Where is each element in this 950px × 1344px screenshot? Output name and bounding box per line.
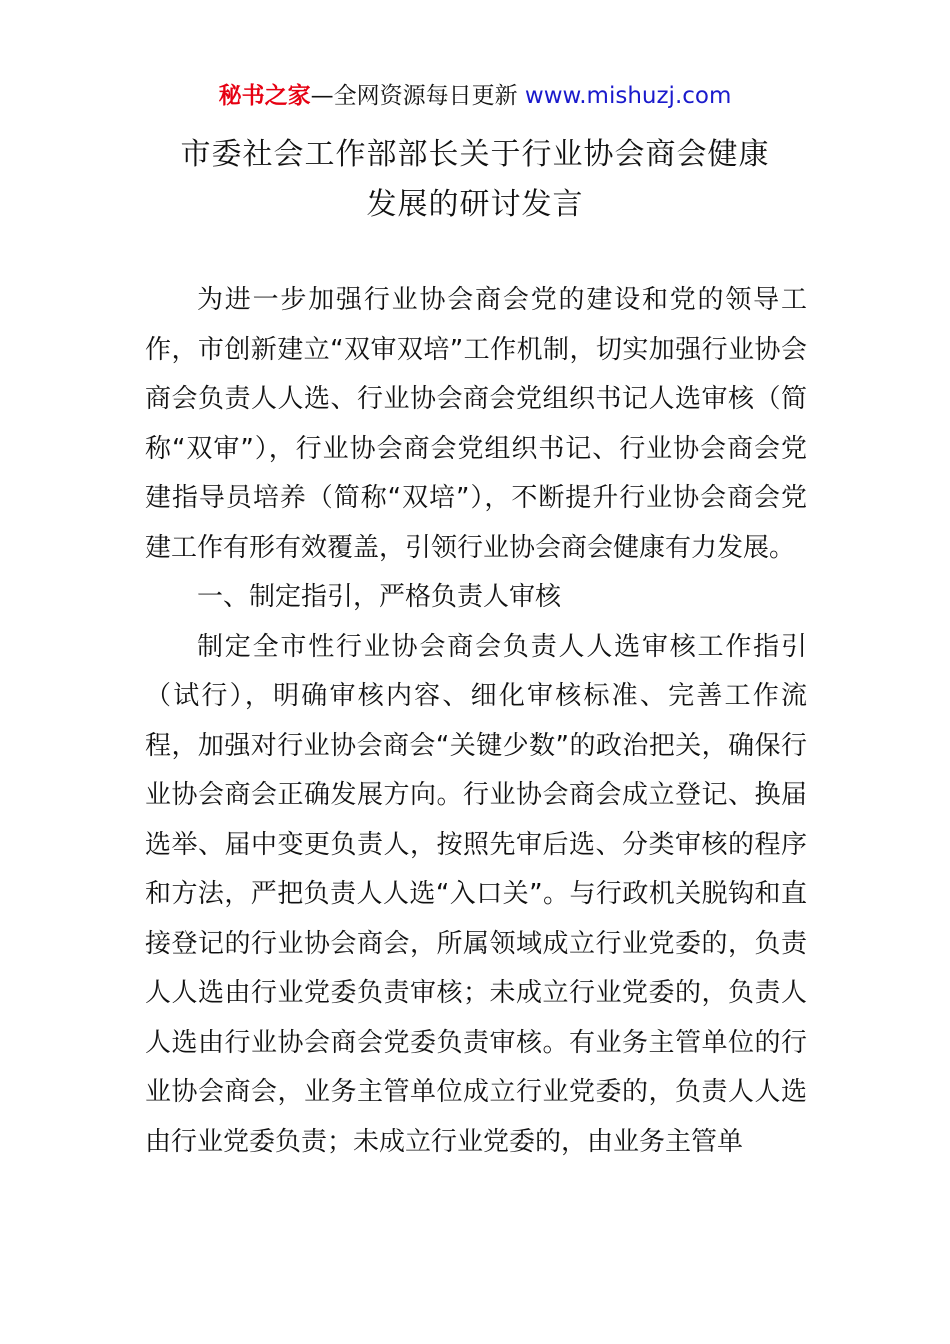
title-line-1: 市委社会工作部部长关于行业协会商会健康 (180, 137, 770, 172)
body-paragraph-section-1: 制定全市性行业协会商会负责人人选审核工作指引（试行），明确审核内容、细化审核标准、完善工作流程，加强对行业协会商会“关键少数”的政治把关，确保行业协会商会正确发展方向。行业协会商会成立登记、换届选举、届中变更负责人，按照先审后选、分类审核的程序和方法，严把负责人人选“入口关”。与行政机关脱钩和直接登记的行业协会商会，所属领域成立行业党委的，负责人人选由行业党委负责审核；未成立行业党委的，负责人人选由行业协会商会党委负责审核。有业务主管单位的行业协会商会，业务主管单位成立行业党委的，负责人人选由行业党委负责；未成立行业党委的，由业务主管单 (145, 631, 807, 1157)
site-url-link[interactable]: www.mishuzj.com (524, 83, 732, 109)
document-title (0, 130, 950, 230)
section-heading-1: 一、制定指引，严格负责人审核 (197, 582, 562, 612)
title-line-2: 发展的研讨发言 (366, 187, 584, 222)
header-tagline: —全网资源每日更新 (310, 83, 518, 109)
brand-name: 秘书之家 (218, 83, 311, 109)
body-paragraph-intro: 为进一步加强行业协会商会党的建设和党的领导工作，市创新建立“双审双培”工作机制，切实加强行业协会商会负责人人选、行业协会商会党组织书记人选审核（简称“双审”），行业协会商会党组织书记、行业协会商会党建指导员培养（简称“双培”），不断提升行业协会商会党建工作有形有效覆盖，引领行业协会商会健康有力发展。 (145, 285, 807, 563)
site-header (0, 80, 950, 112)
document-body (145, 276, 807, 1167)
